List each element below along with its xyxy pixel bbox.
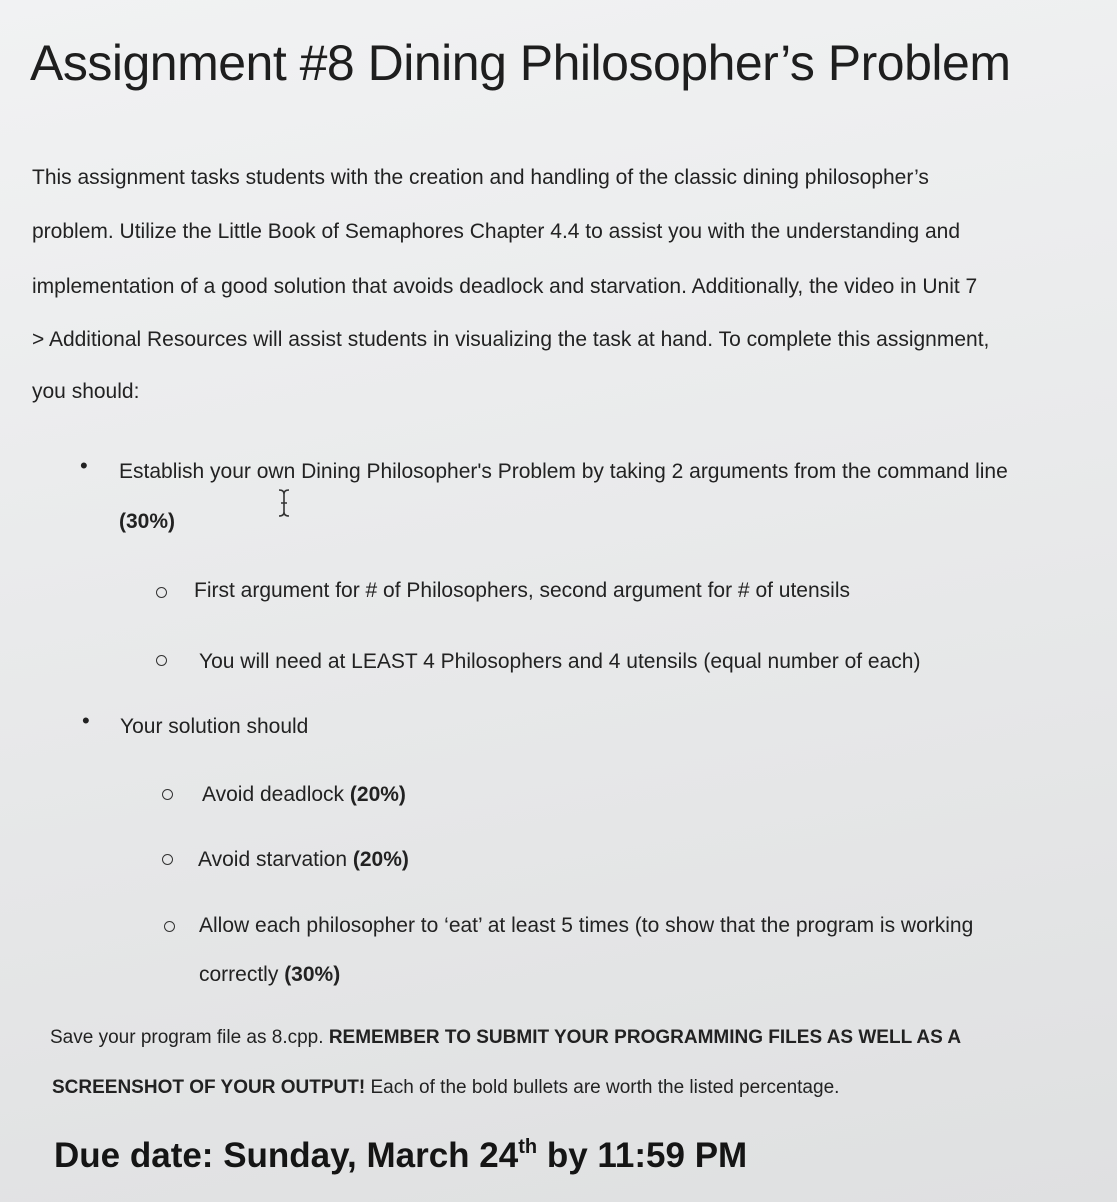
- sub-3-weight: (30%): [284, 963, 341, 986]
- sub-1-label: Avoid deadlock: [202, 783, 350, 806]
- intro-line-1: This assignment tasks students with the creation and handling of the classic dining philosopher’s: [32, 166, 929, 189]
- intro-line-3: implementation of a good solution that avoids deadlock and starvation. Additionally, the video in Unit 7: [32, 275, 978, 298]
- bullet-icon: •: [80, 453, 88, 478]
- requirement-1-sub-1: First argument for # of Philosophers, second argument for # of utensils: [194, 579, 850, 602]
- due-date-time: by 11:59 PM: [537, 1136, 748, 1175]
- footer-percentage-text: Each of the bold bullets are worth the listed percentage.: [365, 1077, 840, 1098]
- sub-3-label: correctly: [199, 963, 285, 986]
- circle-bullet-icon: [162, 854, 173, 865]
- footer-screenshot-text: SCREENSHOT OF YOUR OUTPUT!: [52, 1077, 366, 1098]
- circle-bullet-icon: [162, 789, 173, 800]
- circle-bullet-icon: [156, 655, 167, 666]
- sub-1-weight: (20%): [349, 783, 406, 806]
- requirement-1-sub-2: You will need at LEAST 4 Philosophers and 4 utensils (equal number of each): [199, 650, 921, 673]
- footer-line-2: [52, 1077, 839, 1099]
- footer-save-text: Save your program file as 8.cpp.: [50, 1027, 329, 1048]
- text-cursor-icon: [276, 488, 292, 518]
- requirement-2-sub-3: Allow each philosopher to ‘eat’ at least 5 times (to show that the program is working: [199, 914, 974, 937]
- footer-remember-text: REMEMBER TO SUBMIT YOUR PROGRAMMING FILES AS WELL AS A: [328, 1027, 962, 1048]
- footer-line-1: [50, 1027, 961, 1049]
- requirement-1-text: Establish your own Dining Philosopher's Problem by taking 2 arguments from the command line: [119, 460, 1008, 483]
- requirement-2-text: Your solution should: [120, 715, 309, 738]
- sub-2-weight: (20%): [352, 848, 409, 871]
- due-date: [54, 1136, 747, 1176]
- requirement-2-sub-2: [198, 848, 409, 872]
- requirement-2-sub-1: [202, 783, 406, 807]
- circle-bullet-icon: [156, 587, 167, 598]
- intro-line-4: > Additional Resources will assist students in visualizing the task at hand. To complete this assignment,: [32, 328, 990, 351]
- intro-line-5: you should:: [32, 380, 140, 403]
- due-date-prefix: Due date: Sunday, March 24: [54, 1136, 519, 1175]
- sub-2-label: Avoid starvation: [198, 848, 353, 871]
- bullet-icon: •: [82, 708, 90, 733]
- due-date-suffix: th: [518, 1136, 538, 1158]
- intro-line-2: problem. Utilize the Little Book of Semaphores Chapter 4.4 to assist you with the understanding and: [32, 220, 961, 243]
- circle-bullet-icon: [164, 921, 175, 932]
- page-title: Assignment #8 Dining Philosopher’s Problem: [30, 35, 1011, 91]
- requirement-2-sub-3-cont: [199, 963, 340, 987]
- requirement-1-weight: (30%): [119, 510, 176, 533]
